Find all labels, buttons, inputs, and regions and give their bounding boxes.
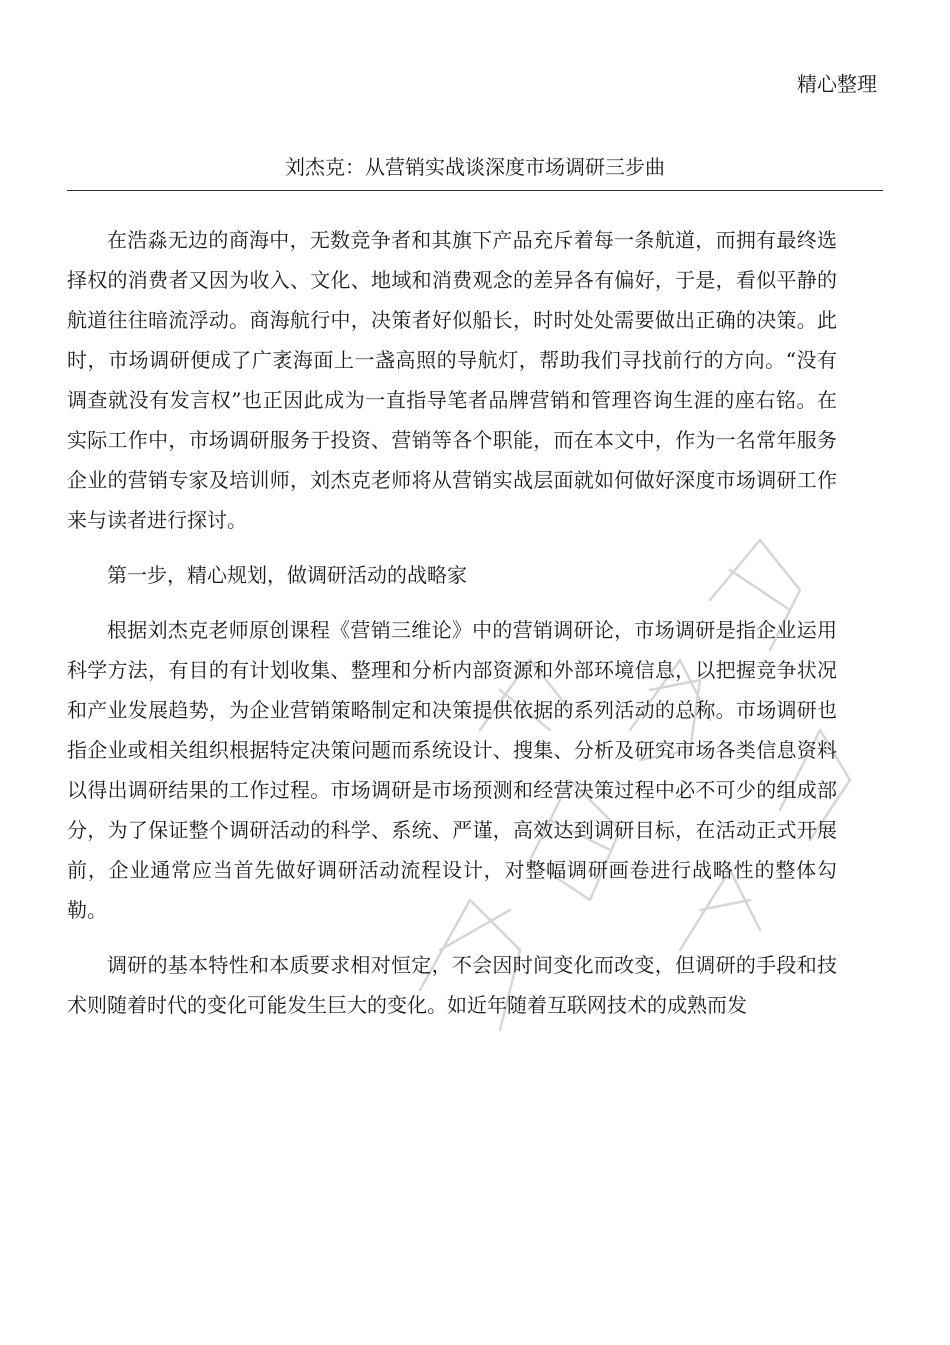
document-title: 刘杰克：从营销实战谈深度市场调研三步曲 [285,155,665,179]
paragraph-definition: 根据刘杰克老师原创课程《营销三维论》中的营销调研论，市场调研是指企业运用科学方法，有目的有计划收集、整理和分析内部资源和外部环境信息，以把握竞争状况和产业发展趋势，为企业营销策略制定和决策提供依据的系列活动的总称。市场调研也指企业或相关组织根据特定决策问题而系统设计、搜集、分析及研究市场各类信息资料以得出调研结果的工作过程。市场调研是市场预测和经营决策过程中必不可少的组成部分，为了保证整个调研活动的科学、系统、严谨，高效达到调研目标，在活动正式开展前，企业通常应当首先做好调研活动流程设计，对整幅调研画卷进行战略性的整体勾勒。 [67,618,837,922]
section-heading-step-one: 第一步，精心规划，做调研活动的战略家 [107,563,467,587]
paragraph-characteristics: 调研的基本特性和本质要求相对恒定，不会因时间变化而改变，但调研的手段和技术则随着时代的变化可能发生巨大的变化。如近年随着互联网技术的成熟而发 [67,953,837,1017]
document-body [67,220,837,1025]
paragraph-intro: 在浩淼无边的商海中，无数竞争者和其旗下产品充斥着每一条航道，而拥有最终选择权的消费者又因为收入、文化、地域和消费观念的差异各有偏好，于是，看似平静的航道往往暗流浮动。商海航行中，决策者好似船长，时时处处需要做出正确的决策。此时，市场调研便成了广袤海面上一盏高照的导航灯，帮助我们寻找前行的方向。“没有调查就没有发言权”也正因此成为一直指导笔者品牌营销和管理咨询生涯的座右铭。在实际工作中，市场调研服务于投资、营销等各个职能，而在本文中，作为一名常年服务企业的营销专家及培训师，刘杰克老师将从营销实战层面就如何做好深度市场调研工作来与读者进行探讨。 [67,228,837,532]
title-divider [67,190,883,191]
header-label: 精心整理 [797,72,877,96]
